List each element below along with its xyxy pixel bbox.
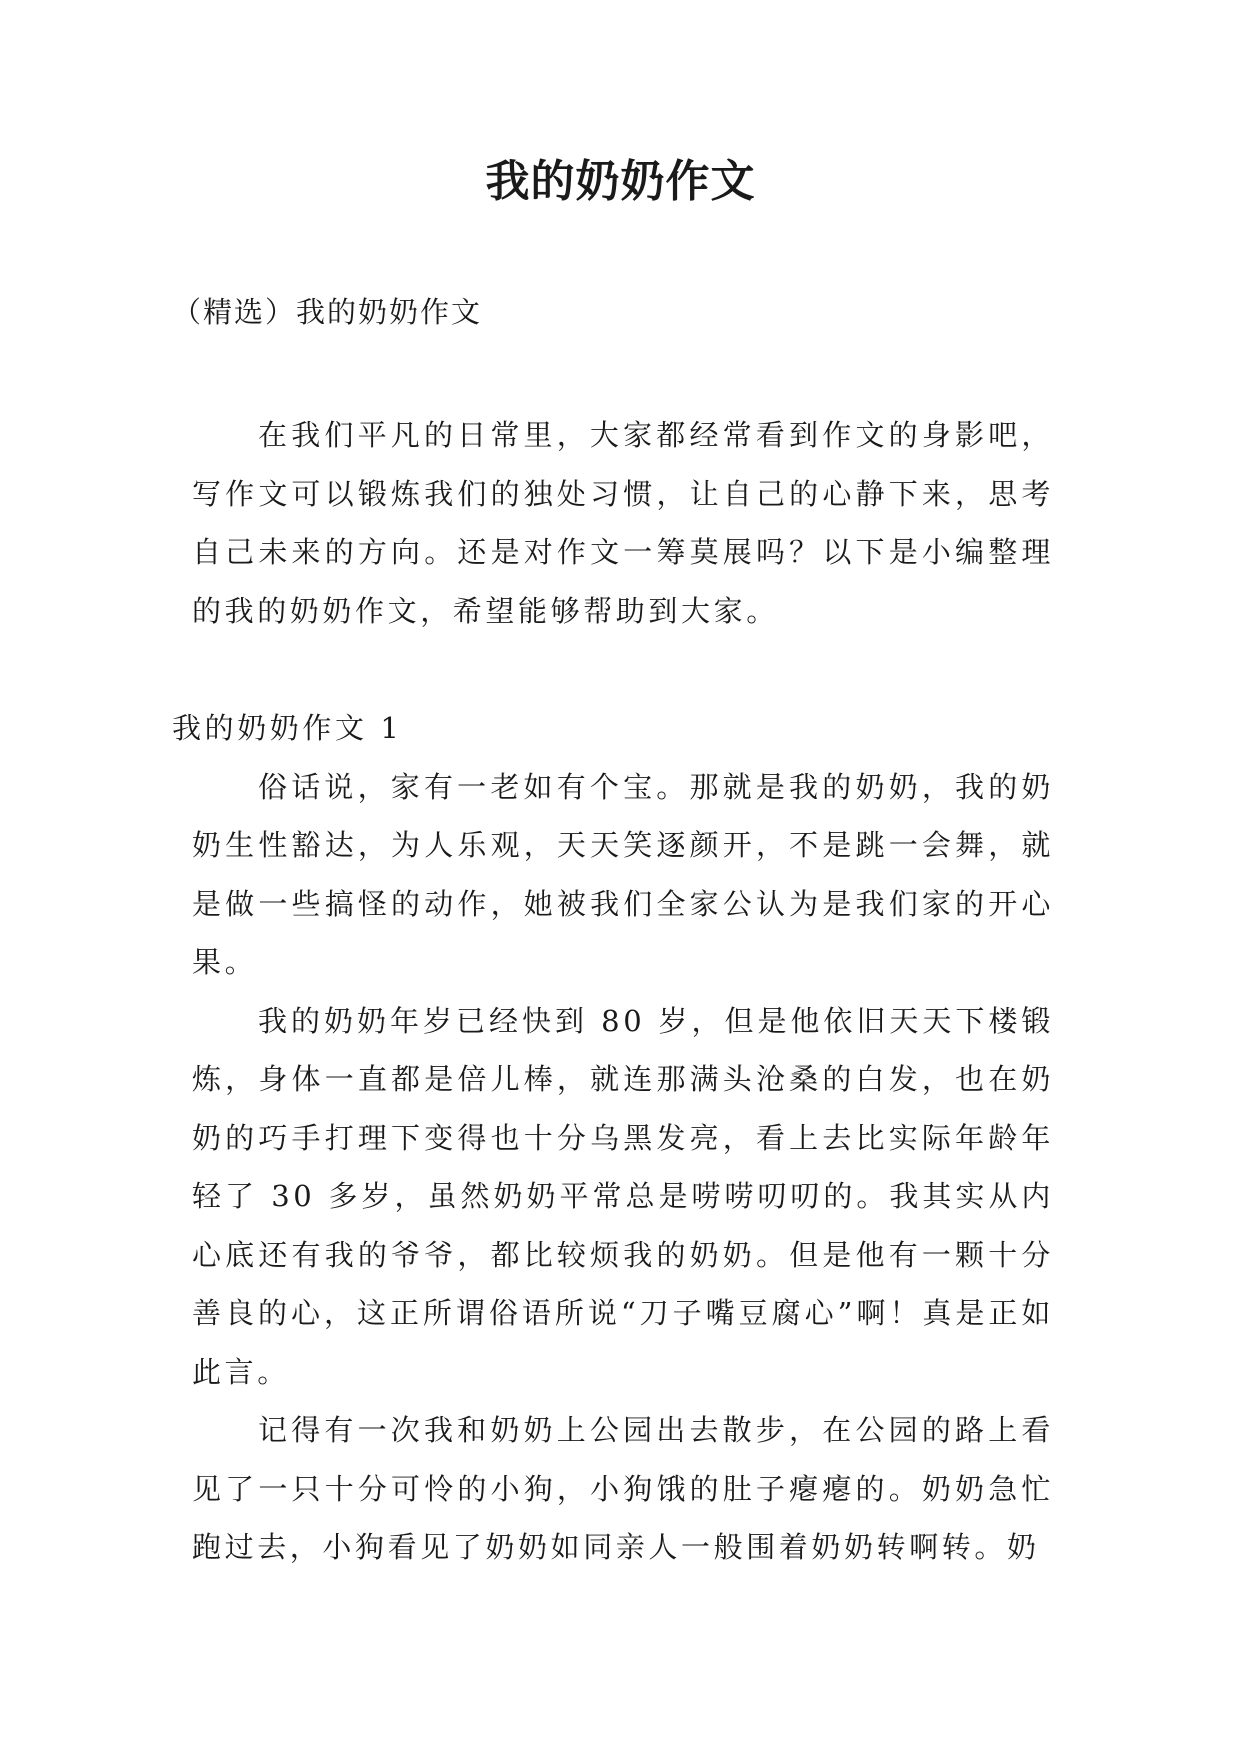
essay-paragraph-2: 我的奶奶年岁已经快到 80 岁，但是他依旧天天下楼锻炼，身体一直都是倍儿棒，就连那满头沧桑的白发，也在奶奶的巧手打理下变得也十分乌黑发亮，看上去比实际年龄年轻了 30 多岁，虽然奶奶平常总是唠唠叨叨的。我其实从内心底还有我的爷爷，都比较烦我的奶奶。但是他有一颗十分善良的心，这正所谓俗语所说“刀子嘴豆腐心”啊！真是正如此言。 <box>192 1003 1054 1389</box>
essay-body <box>172 699 1054 1577</box>
section-heading: 我的奶奶作文 1 <box>172 711 403 745</box>
document-title: 我的奶奶作文 <box>485 156 756 207</box>
intro-section <box>192 406 1054 640</box>
intro-paragraph: 在我们平凡的日常里，大家都经常看到作文的身影吧，写作文可以锻炼我们的独处习惯，让自己的心静下来，思考自己未来的方向。还是对作文一筹莫展吗？以下是小编整理的我的奶奶作文，希望能够帮助到大家。 <box>192 418 1054 628</box>
essay-paragraph-3: 记得有一次我和奶奶上公园出去散步，在公园的路上看见了一只十分可怜的小狗，小狗饿的肚子瘪瘪的。奶奶急忙跑过去，小狗看见了奶奶如同亲人一般围着奶奶转啊转。奶 <box>192 1413 1054 1564</box>
document-subtitle: （精选）我的奶奶作文 <box>172 295 483 329</box>
essay-paragraph-1: 俗话说，家有一老如有个宝。那就是我的奶奶，我的奶奶生性豁达，为人乐观，天天笑逐颜开，不是跳一会舞，就是做一些搞怪的动作，她被我们全家公认为是我们家的开心果。 <box>192 769 1054 979</box>
